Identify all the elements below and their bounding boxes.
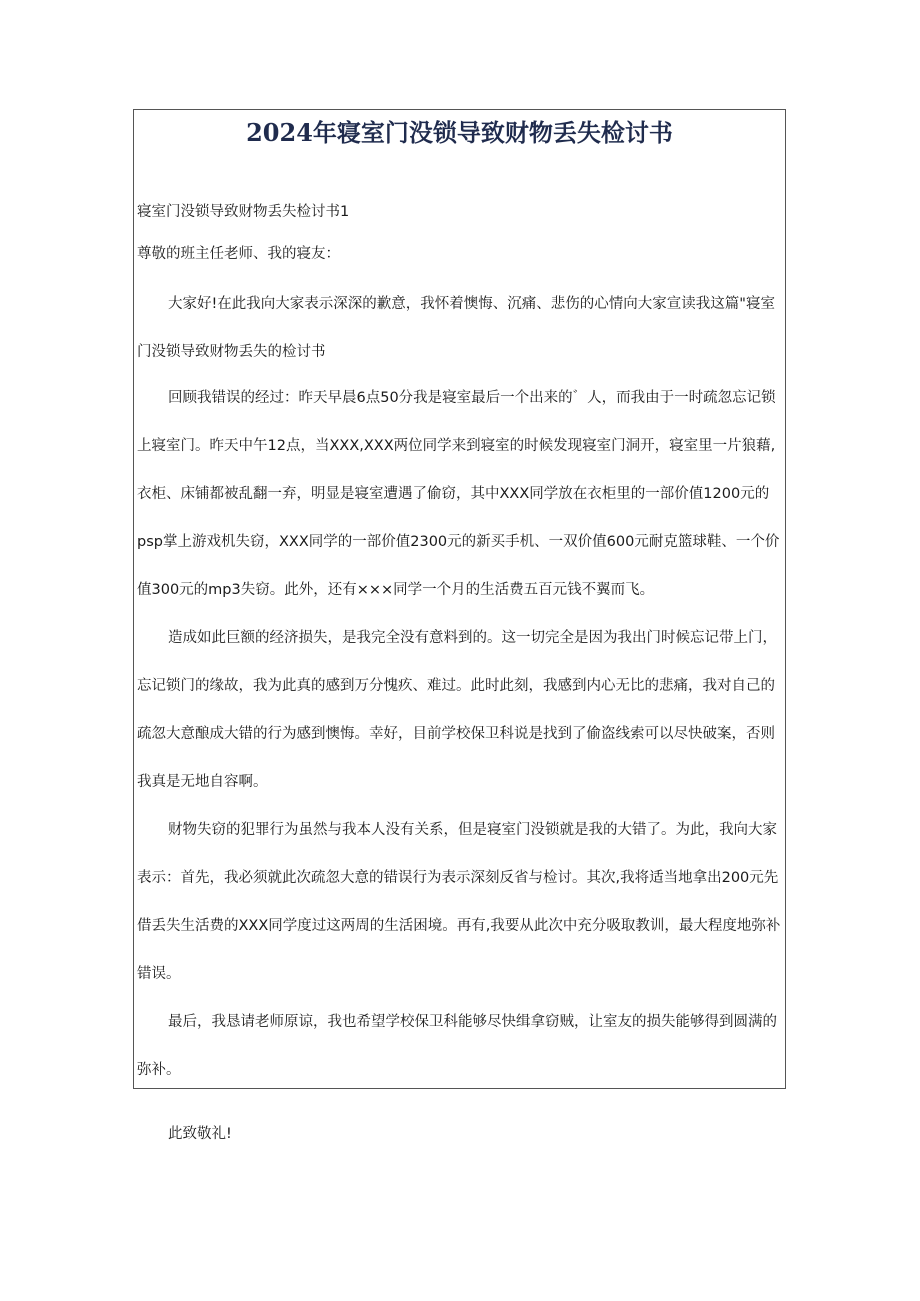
paragraph-greeting: 大家好!在此我向大家表示深深的歉意，我怀着懊悔、沉痛、悲伤的心情向大家宣读我这篇"寝室门没锁导致财物丢失的检讨书 [137,296,775,360]
document-title: 2024年寝室门没锁导致财物丢失检讨书 [246,118,673,147]
paragraph-remedy: 财物失窃的犯罪行为虽然与我本人没有关系，但是寝室门没锁就是我的大错了。为此，我向大家表示：首先，我必须就此次疏忽大意的错误行为表示深刻反省与检讨。其次,我将适当地拿出200元先借丢失生活费的XXX同学度过这两周的生活困境。再有,我要从此次中充分吸取教训，最大程度地弥补错误。 [137,822,781,982]
paragraph-final: 最后，我恳请老师原谅，我也希望学校保卫科能够尽快缉拿窃贼，让室友的损失能够得到圆满的弥补。 [137,1014,777,1078]
paragraph-incident: 回顾我错误的经过：昨天早晨6点50分我是寝室最后一个出来的゛人，而我由于一时疏忽忘记锁上寝室门。昨天中午12点，当XXX,XXX两位同学来到寝室的时候发现寝室门洞开，寝室里一片狼藉,衣柜、床铺都被乱翻一弃，明显是寝室遭遇了偷窃，其中XXX同学放在衣柜里的一部价值1200元的psp掌上游戏机失窃，XXX同学的一部价值2300元的新买手机、一双价值600元耐克篮球鞋、一个价值300元的mp3失窃。此外，还有×××同学一个月的生活费五百元钱不翼而飞。 [137,390,780,598]
closing-salute: 此致敬礼! [168,1126,232,1142]
document-subtitle: 寝室门没锁导致财物丢失检讨书1 [137,204,350,220]
salutation: 尊敬的班主任老师、我的寝友： [137,246,340,262]
paragraph-regret: 造成如此巨额的经济损失，是我完全没有意料到的。这一切完全是因为我出门时候忘记带上门，忘记锁门的缘故，我为此真的感到万分愧疚、难过。此时此刻，我感到内心无比的悲痛，我对自己的疏忽大意酿成大错的行为感到懊悔。幸好，目前学校保卫科说是找到了偷盗线索可以尽快破案，否则我真是无地自容啊。 [137,630,777,790]
